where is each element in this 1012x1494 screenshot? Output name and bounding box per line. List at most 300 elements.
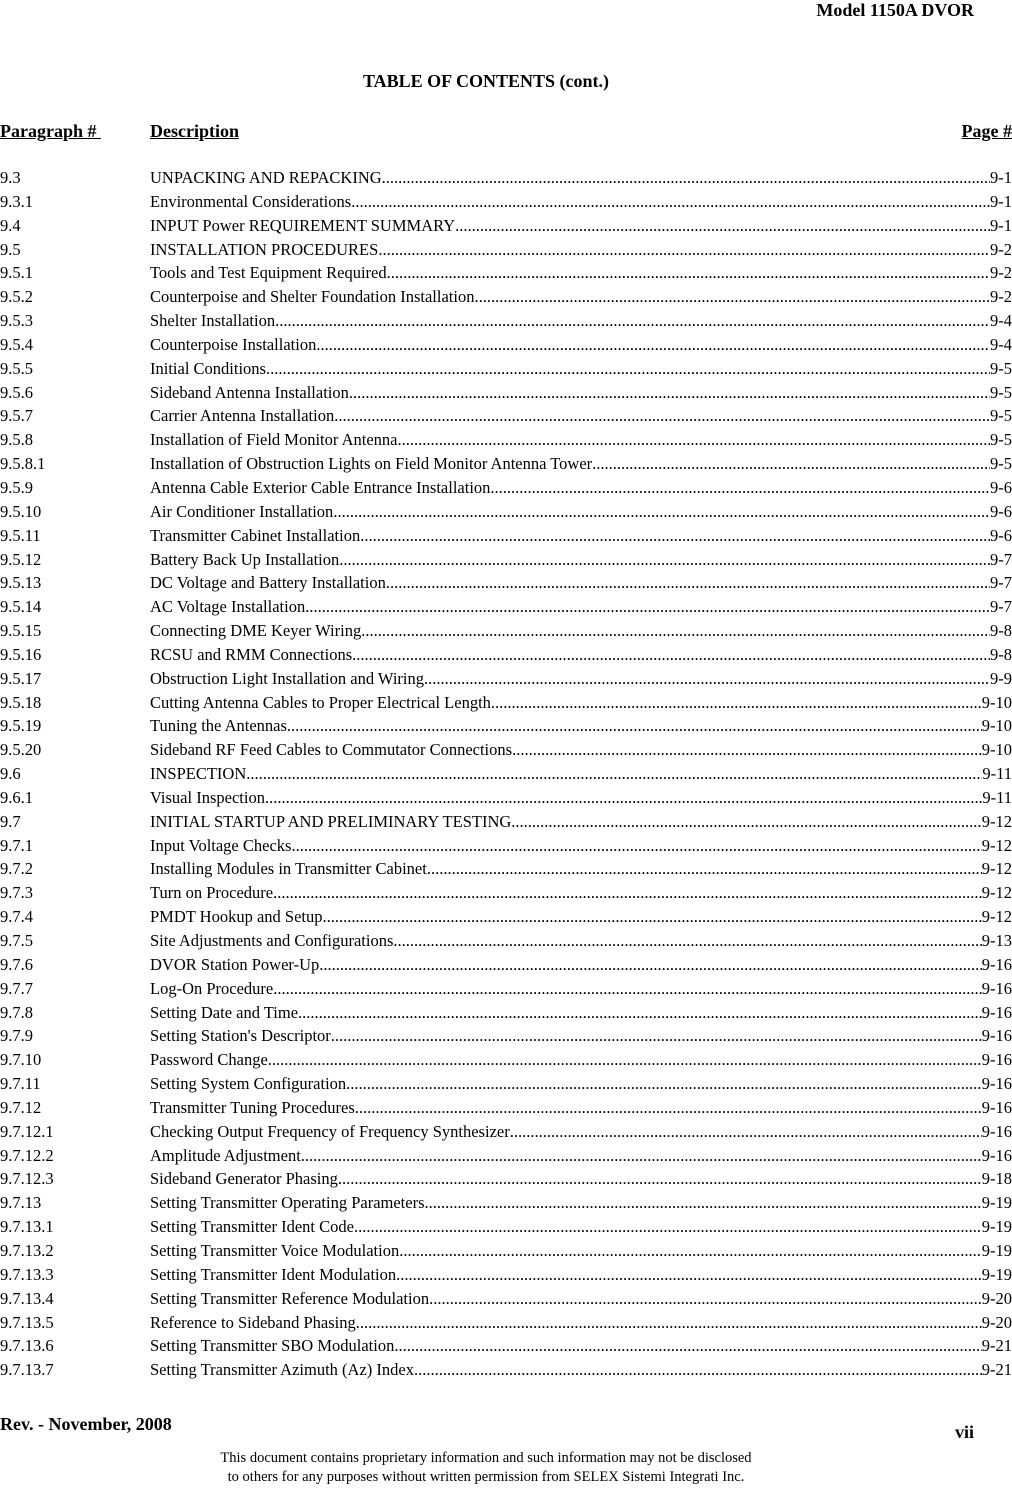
toc-dot-leader <box>360 524 990 548</box>
toc-dot-leader <box>361 619 990 643</box>
page-title: TABLE OF CONTENTS (cont.) <box>362 71 610 91</box>
toc-entry-number: 9.5.8.1 <box>0 454 46 474</box>
toc-entry[interactable] <box>0 1191 1012 1215</box>
toc-entry-page: 9-19 <box>981 1193 1012 1213</box>
toc-entry-description: INITIAL STARTUP AND PRELIMINARY TESTING <box>150 811 512 831</box>
toc-dot-leader <box>512 738 982 762</box>
toc-entry[interactable] <box>0 762 1012 786</box>
toc-entry-line <box>150 166 1012 190</box>
toc-entry-number: 9.5.1 <box>0 263 33 283</box>
toc-entry-description: Setting Transmitter Reference Modulation <box>150 1288 430 1308</box>
toc-entry-description: Counterpoise Installation <box>150 334 317 354</box>
toc-entry-page: 9-7 <box>990 549 1012 569</box>
toc-entry[interactable] <box>0 333 1012 357</box>
toc-entry-number: 9.7.12 <box>0 1097 42 1117</box>
toc-dot-leader <box>305 595 990 619</box>
toc-entry-description: Installation of Field Monitor Antenna <box>150 430 398 450</box>
toc-dot-leader <box>592 452 990 476</box>
toc-entry-number: 9.7.13.4 <box>0 1288 54 1308</box>
toc-entry-number: 9.7.13.5 <box>0 1312 54 1332</box>
toc-dot-leader <box>351 190 990 214</box>
toc-entry-line <box>150 190 1012 214</box>
toc-entry[interactable] <box>0 691 1012 715</box>
toc-entry-description: DC Voltage and Battery Installation <box>150 573 386 593</box>
toc-dot-leader <box>273 881 982 905</box>
toc-dot-leader <box>333 500 990 524</box>
toc-entry[interactable] <box>0 881 1012 905</box>
toc-dot-leader <box>268 1048 982 1072</box>
toc-entry-number: 9.7.4 <box>0 907 33 927</box>
toc-entry-number: 9.5.13 <box>0 573 42 593</box>
proprietary-notice <box>0 1449 972 1487</box>
toc-entry[interactable] <box>0 238 1012 262</box>
toc-entry-description: Sideband Antenna Installation <box>150 382 349 402</box>
toc-dot-leader <box>334 404 990 428</box>
toc-entry-page: 9-9 <box>990 668 1012 688</box>
toc-entry-line <box>150 1263 1012 1287</box>
toc-entry[interactable] <box>0 190 1012 214</box>
toc-entry-number: 9.7.13.7 <box>0 1360 54 1380</box>
toc-entry-number: 9.5.6 <box>0 382 33 402</box>
toc-entry-page: 9-11 <box>982 764 1012 784</box>
toc-entry[interactable] <box>0 810 1012 834</box>
toc-entry-page: 9-18 <box>981 1169 1012 1189</box>
toc-entry[interactable] <box>0 1048 1012 1072</box>
toc-entry-number: 9.7.13.1 <box>0 1217 54 1237</box>
toc-entry[interactable] <box>0 309 1012 333</box>
toc-dot-leader <box>393 929 981 953</box>
toc-dot-leader <box>331 1024 982 1048</box>
toc-entry-description: Setting Transmitter Ident Code <box>150 1217 354 1237</box>
toc-entry-page: 9-7 <box>990 573 1012 593</box>
toc-entry[interactable] <box>0 1144 1012 1168</box>
toc-dot-leader <box>429 1287 982 1311</box>
toc-entry[interactable] <box>0 977 1012 1001</box>
toc-entry[interactable] <box>0 857 1012 881</box>
toc-entry-line <box>150 1311 1012 1335</box>
toc-entry-page: 9-16 <box>981 1026 1012 1046</box>
toc-entry-line <box>150 834 1012 858</box>
toc-entry[interactable] <box>0 1311 1012 1335</box>
toc-entry-page: 9-16 <box>981 1050 1012 1070</box>
toc-entry[interactable] <box>0 1120 1012 1144</box>
toc-entry-number: 9.7.6 <box>0 954 33 974</box>
toc-entry-page: 9-1 <box>990 215 1012 235</box>
description-column-header: Description <box>150 121 239 141</box>
toc-entry[interactable] <box>0 714 1012 738</box>
toc-entry-description: PMDT Hookup and Setup <box>150 907 323 927</box>
toc-dot-leader <box>349 381 990 405</box>
toc-entry-page: 9-6 <box>990 477 1012 497</box>
toc-entry[interactable] <box>0 1215 1012 1239</box>
toc-entry-line <box>150 1096 1012 1120</box>
toc-dot-leader <box>510 1120 982 1144</box>
toc-entry-line <box>150 1048 1012 1072</box>
toc-entry-page: 9-5 <box>990 382 1012 402</box>
toc-entry-number: 9.7.9 <box>0 1026 33 1046</box>
toc-entry-page: 9-6 <box>990 501 1012 521</box>
toc-dot-leader <box>356 1311 982 1335</box>
toc-entry-page: 9-19 <box>981 1240 1012 1260</box>
toc-entry-line <box>150 619 1012 643</box>
toc-entry-description: Log-On Procedure <box>150 978 274 998</box>
toc-entry-number: 9.7.13.2 <box>0 1240 54 1260</box>
toc-entry-line <box>150 857 1012 881</box>
toc-dot-leader <box>275 309 990 333</box>
toc-entry-description: Checking Output Frequency of Frequency Synthesizer <box>150 1121 510 1141</box>
toc-entry-description: Transmitter Cabinet Installation <box>150 525 361 545</box>
toc-entry[interactable] <box>0 1024 1012 1048</box>
toc-entry[interactable] <box>0 1263 1012 1287</box>
toc-entry-line <box>150 476 1012 500</box>
toc-entry[interactable] <box>0 738 1012 762</box>
toc-entry[interactable] <box>0 929 1012 953</box>
toc-entry-description: DVOR Station Power-Up <box>150 954 320 974</box>
toc-entry-number: 9.5.4 <box>0 334 33 354</box>
toc-entry-page: 9-13 <box>981 931 1012 950</box>
toc-entry-page: 9-6 <box>990 525 1012 545</box>
toc-entry-page: 9-16 <box>981 1145 1012 1165</box>
toc-entry-line <box>150 524 1012 548</box>
toc-entry-line <box>150 953 1012 977</box>
toc-entry[interactable] <box>0 452 1012 476</box>
toc-dot-leader <box>291 834 981 858</box>
toc-entry-description: Battery Back Up Installation <box>150 549 340 569</box>
toc-entry-line <box>150 404 1012 428</box>
toc-entry-number: 9.3 <box>0 168 21 187</box>
toc-entry-page: 9-8 <box>990 644 1012 664</box>
toc-entry-line <box>150 428 1012 452</box>
toc-entry-description: Amplitude Adjustment <box>150 1145 301 1165</box>
toc-entry-page: 9-1 <box>990 191 1012 211</box>
toc-entry[interactable] <box>0 1239 1012 1263</box>
toc-entry-description: Counterpoise and Shelter Foundation Installation <box>150 287 475 307</box>
toc-entry[interactable] <box>0 404 1012 428</box>
toc-dot-leader <box>265 786 982 810</box>
toc-entry[interactable] <box>0 261 1012 285</box>
toc-dot-leader <box>338 1167 982 1191</box>
toc-entry-page: 9-12 <box>981 883 1012 903</box>
toc-entry-description: Setting System Configuration <box>150 1074 347 1094</box>
toc-entry[interactable] <box>0 1072 1012 1096</box>
toc-entry[interactable] <box>0 953 1012 977</box>
toc-entry-number: 9.5.14 <box>0 597 42 617</box>
toc-entry-description: INSTALLATION PROCEDURES <box>150 239 379 259</box>
toc-entry-number: 9.5.10 <box>0 501 42 521</box>
toc-entry-description: RCSU and RMM Connections <box>150 644 353 664</box>
toc-dot-leader <box>346 1072 982 1096</box>
toc-dot-leader <box>319 953 982 977</box>
toc-entry-number: 9.5.15 <box>0 621 42 641</box>
toc-entry-line <box>150 571 1012 595</box>
toc-entry-line <box>150 1167 1012 1191</box>
toc-entry-page: 9-20 <box>981 1288 1012 1308</box>
toc-entry-number: 9.5.20 <box>0 740 42 760</box>
toc-entry[interactable] <box>0 595 1012 619</box>
toc-entry-page: 9-5 <box>990 430 1012 450</box>
toc-entry-description: Setting Transmitter Operating Parameters <box>150 1193 425 1213</box>
toc-entry-line <box>150 285 1012 309</box>
toc-dot-leader <box>490 476 990 500</box>
toc-entry-description: Tools and Test Equipment Required <box>150 263 387 283</box>
toc-entry[interactable] <box>0 905 1012 929</box>
toc-entry[interactable] <box>0 285 1012 309</box>
toc-entry-description: Setting Transmitter SBO Modulation <box>150 1336 395 1356</box>
toc-entry-number: 9.7.12.3 <box>0 1169 54 1189</box>
toc-dot-leader <box>266 357 990 381</box>
toc-entry[interactable] <box>0 571 1012 595</box>
toc-entry-line <box>150 381 1012 405</box>
toc-entry-description: Antenna Cable Exterior Cable Entrance Installation <box>150 477 491 497</box>
toc-entry-page: 9-16 <box>981 978 1012 998</box>
toc-entry-line <box>150 1072 1012 1096</box>
toc-entry[interactable] <box>0 357 1012 381</box>
toc-dot-leader <box>396 1263 982 1287</box>
toc-entry-description: Shelter Installation <box>150 311 276 331</box>
toc-entry-line <box>150 905 1012 929</box>
toc-entry-page: 9-5 <box>990 454 1012 474</box>
toc-entry-number: 9.5.8 <box>0 430 33 450</box>
toc-entry-description: Installation of Obstruction Lights on Field Monitor Antenna Tower <box>150 454 593 474</box>
toc-entry-page: 9-4 <box>990 334 1012 354</box>
toc-dot-leader <box>397 428 990 452</box>
toc-entry[interactable] <box>0 476 1012 500</box>
toc-entry-page: 9-16 <box>981 1097 1012 1117</box>
toc-dot-leader <box>424 667 990 691</box>
toc-entry-description: Carrier Antenna Installation <box>150 406 335 426</box>
toc-entry[interactable] <box>0 834 1012 858</box>
toc-entry-description: Setting Station's Descriptor <box>150 1026 331 1046</box>
toc-entry-page: 9-21 <box>981 1360 1012 1380</box>
toc-entry[interactable] <box>0 1334 1012 1358</box>
toc-entry-line <box>150 500 1012 524</box>
toc-entry-description: Installing Modules in Transmitter Cabinet <box>150 859 427 879</box>
toc-entry-line <box>150 643 1012 667</box>
toc-entry-page: 9-4 <box>990 311 1012 331</box>
toc-entry-number: 9.7.5 <box>0 931 33 950</box>
toc-entry-number: 9.7.13.3 <box>0 1264 54 1284</box>
toc-dot-leader <box>354 1215 982 1239</box>
toc-dot-leader <box>339 548 990 572</box>
toc-entry-number: 9.5.2 <box>0 287 33 307</box>
toc-entry-number: 9.5 <box>0 239 21 259</box>
toc-entry-page: 9-5 <box>990 358 1012 378</box>
toc-entry-line <box>150 929 1012 953</box>
toc-dot-leader <box>414 1358 982 1382</box>
toc-entry-number: 9.7 <box>0 811 21 831</box>
toc-dot-leader <box>491 691 982 715</box>
toc-entry-description: INSPECTION <box>150 764 247 784</box>
toc-entry-line <box>150 1358 1012 1382</box>
toc-entry-number: 9.7.11 <box>0 1074 41 1094</box>
toc-entry-page: 9-7 <box>990 597 1012 617</box>
toc-entry-number: 9.7.3 <box>0 883 33 903</box>
toc-entry[interactable] <box>0 1001 1012 1025</box>
toc-entry[interactable] <box>0 428 1012 452</box>
toc-entry-description: UNPACKING AND REPACKING <box>150 168 382 187</box>
toc-entry-number: 9.7.13.6 <box>0 1336 54 1356</box>
toc-dot-leader <box>425 1191 982 1215</box>
toc-entry-number: 9.5.16 <box>0 644 42 664</box>
toc-entry-line <box>150 810 1012 834</box>
toc-entry-line <box>150 1144 1012 1168</box>
toc-entry-description: Setting Transmitter Voice Modulation <box>150 1240 400 1260</box>
toc-entry-description: Reference to Sideband Phasing <box>150 1312 356 1332</box>
toc-entry-number: 9.5.5 <box>0 358 33 378</box>
toc-dot-leader <box>246 762 982 786</box>
toc-entry-description: Turn on Procedure <box>150 883 274 903</box>
toc-entry-description: Connecting DME Keyer Wiring <box>150 621 362 641</box>
toc-dot-leader <box>382 166 990 190</box>
toc-entry-line <box>150 357 1012 381</box>
toc-entry-description: Air Conditioner Installation <box>150 501 334 521</box>
toc-entry-page: 9-12 <box>981 859 1012 879</box>
toc-entry-page: 9-10 <box>981 740 1012 760</box>
toc-entry-line <box>150 691 1012 715</box>
toc-entry-page: 9-16 <box>981 1002 1012 1022</box>
document-model-header: Model 1150A DVOR <box>816 0 974 20</box>
notice-line-1: This document contains proprietary information and such information may not be disclosed <box>220 1450 752 1466</box>
toc-entry-line <box>150 1120 1012 1144</box>
toc-entry-line <box>150 786 1012 810</box>
toc-dot-leader <box>399 1239 982 1263</box>
toc-entry-line <box>150 1001 1012 1025</box>
toc-entry-line <box>150 1191 1012 1215</box>
toc-list <box>0 166 1012 1382</box>
toc-dot-leader <box>427 857 982 881</box>
toc-entry-description: Environmental Considerations <box>150 191 352 211</box>
toc-entry-number: 9.5.12 <box>0 549 42 569</box>
toc-entry-description: Obstruction Light Installation and Wiring <box>150 668 424 688</box>
toc-entry-number: 9.6 <box>0 764 21 784</box>
page-column-header: Page # <box>961 121 1012 141</box>
toc-entry-page: 9-8 <box>990 621 1012 641</box>
toc-entry-line <box>150 1287 1012 1311</box>
toc-entry-line <box>150 1239 1012 1263</box>
toc-entry-description: Setting Transmitter Ident Modulation <box>150 1264 397 1284</box>
toc-entry[interactable] <box>0 1167 1012 1191</box>
toc-entry[interactable] <box>0 381 1012 405</box>
toc-dot-leader <box>323 905 982 929</box>
toc-entry-description: Tuning the Antennas <box>150 716 287 736</box>
toc-entry-number: 9.7.13 <box>0 1193 42 1213</box>
toc-entry-description: Visual Inspection <box>150 787 265 807</box>
toc-entry-page: 9-10 <box>981 716 1012 736</box>
toc-entry-number: 9.5.7 <box>0 406 33 426</box>
revision-date: Rev. - November, 2008 <box>0 1414 172 1434</box>
toc-entry-number: 9.3.1 <box>0 191 33 211</box>
toc-entry-description: Setting Transmitter Azimuth (Az) Index <box>150 1360 414 1380</box>
toc-entry[interactable] <box>0 524 1012 548</box>
toc-entry-page: 9-19 <box>981 1264 1012 1284</box>
toc-entry-description: Sideband Generator Phasing <box>150 1169 338 1189</box>
toc-dot-leader <box>301 1144 982 1168</box>
toc-dot-leader <box>352 643 990 667</box>
toc-entry-page: 9-19 <box>981 1217 1012 1237</box>
toc-entry[interactable] <box>0 1287 1012 1311</box>
toc-dot-leader <box>287 714 982 738</box>
toc-entry-line <box>150 1334 1012 1358</box>
toc-entry-line <box>150 762 1012 786</box>
toc-entry-description: Initial Conditions <box>150 358 266 378</box>
toc-entry-line <box>150 452 1012 476</box>
page-number: vii <box>954 1422 974 1442</box>
toc-entry-number: 9.5.17 <box>0 668 42 688</box>
toc-entry-line <box>150 1024 1012 1048</box>
toc-dot-leader <box>386 571 990 595</box>
toc-entry-line <box>150 595 1012 619</box>
toc-entry-line <box>150 881 1012 905</box>
toc-entry[interactable] <box>0 214 1012 238</box>
toc-entry-description: INPUT Power REQUIREMENT SUMMARY <box>150 215 456 235</box>
toc-entry-number: 9.5.3 <box>0 311 33 331</box>
toc-entry-number: 9.7.7 <box>0 978 33 998</box>
toc-dot-leader <box>394 1334 981 1358</box>
toc-entry-number: 9.5.11 <box>0 525 41 545</box>
toc-entry[interactable] <box>0 500 1012 524</box>
toc-entry[interactable] <box>0 786 1012 810</box>
toc-entry-description: Cutting Antenna Cables to Proper Electrical Length <box>150 692 491 712</box>
toc-entry-page: 9-2 <box>990 239 1012 259</box>
toc-entry-line <box>150 977 1012 1001</box>
toc-entry-page: 9-16 <box>981 954 1012 974</box>
toc-entry-number: 9.7.12.2 <box>0 1145 54 1165</box>
toc-dot-leader <box>316 333 990 357</box>
toc-entry[interactable] <box>0 548 1012 572</box>
toc-entry-number: 9.5.18 <box>0 692 42 712</box>
toc-entry-number: 9.7.2 <box>0 859 33 879</box>
toc-dot-leader <box>355 1096 982 1120</box>
toc-dot-leader <box>474 285 990 309</box>
toc-entry[interactable] <box>0 166 1012 190</box>
toc-dot-leader <box>298 1001 982 1025</box>
toc-entry-line <box>150 238 1012 262</box>
toc-entry-page: 9-1 <box>990 168 1012 187</box>
toc-entry-number: 9.7.12.1 <box>0 1121 54 1141</box>
toc-entry-line <box>150 714 1012 738</box>
toc-entry-number: 9.7.1 <box>0 835 33 855</box>
toc-entry-description: Setting Date and Time <box>150 1002 299 1022</box>
toc-column-headers <box>0 120 1012 142</box>
toc-entry-line <box>150 261 1012 285</box>
toc-entry-number: 9.4 <box>0 215 21 235</box>
toc-entry-page: 9-12 <box>981 835 1012 855</box>
toc-entry[interactable] <box>0 1096 1012 1120</box>
toc-entry-page: 9-2 <box>990 263 1012 283</box>
toc-entry-line <box>150 738 1012 762</box>
toc-entry-page: 9-11 <box>982 787 1012 807</box>
toc-entry-line <box>150 214 1012 238</box>
toc-entry-number: 9.7.8 <box>0 1002 33 1022</box>
toc-entry-page: 9-12 <box>981 907 1012 927</box>
toc-entry[interactable] <box>0 619 1012 643</box>
toc-entry[interactable] <box>0 1358 1012 1382</box>
toc-entry-line <box>150 309 1012 333</box>
toc-entry-line <box>150 548 1012 572</box>
toc-entry-description: Transmitter Tuning Procedures <box>150 1097 355 1117</box>
toc-dot-leader <box>387 261 990 285</box>
notice-line-2: to others for any purposes without written permission from SELEX Sistemi Integrati Inc. <box>227 1469 745 1485</box>
toc-entry-page: 9-10 <box>981 692 1012 712</box>
toc-entry[interactable] <box>0 667 1012 691</box>
toc-dot-leader <box>511 810 981 834</box>
toc-entry-page: 9-2 <box>990 287 1012 307</box>
toc-entry-line <box>150 667 1012 691</box>
toc-entry-description: Site Adjustments and Configurations <box>150 931 394 950</box>
toc-entry[interactable] <box>0 643 1012 667</box>
toc-entry-description: Sideband RF Feed Cables to Commutator Connections <box>150 740 513 760</box>
toc-dot-leader <box>378 238 990 262</box>
